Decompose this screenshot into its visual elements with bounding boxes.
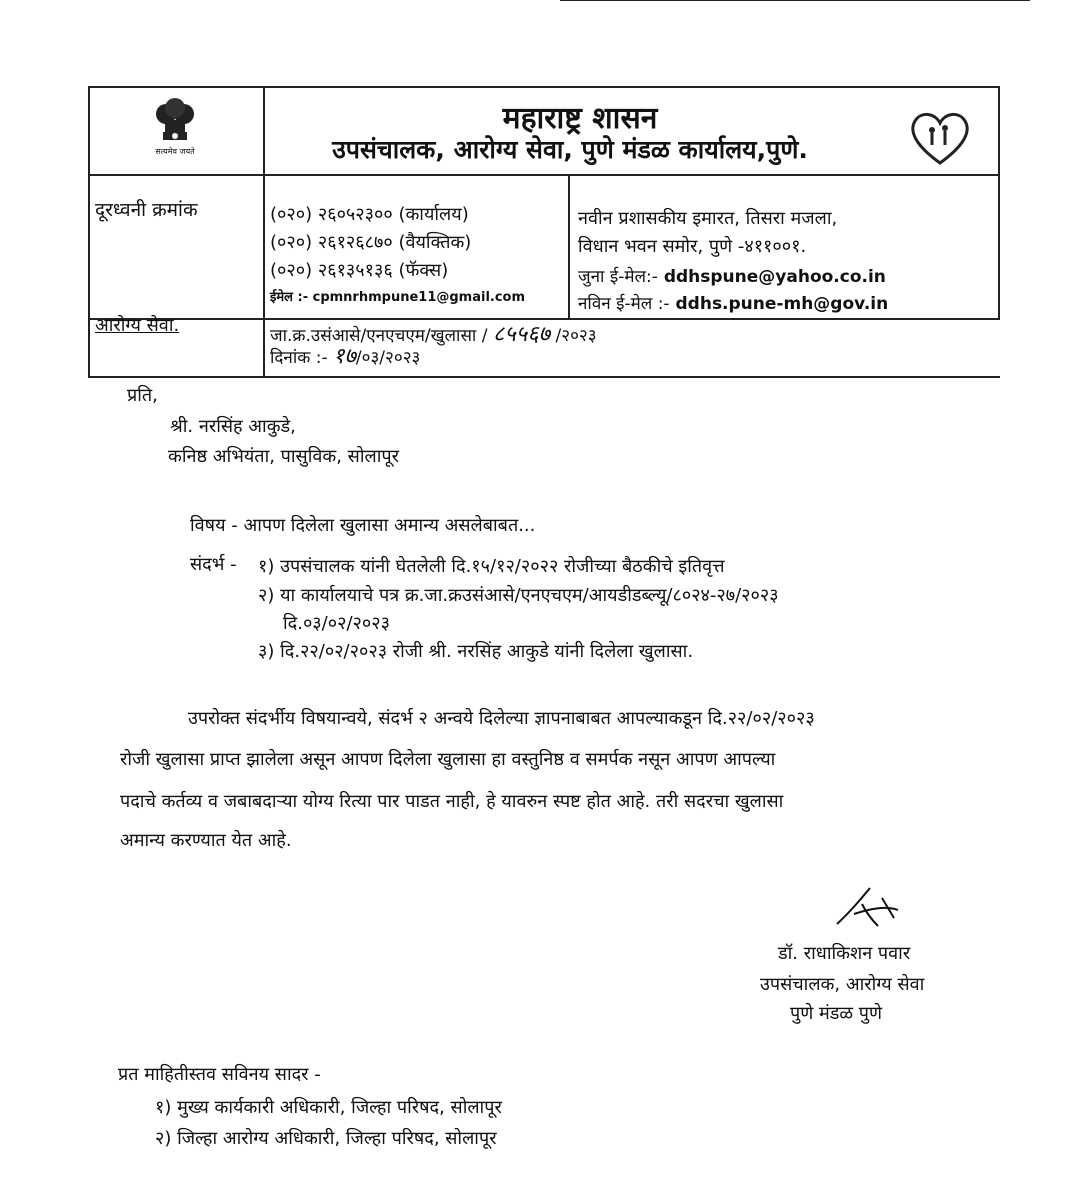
table-right-border [998, 86, 1000, 318]
old-email-value: ddhspune@yahoo.co.in [663, 267, 886, 287]
letter-date [270, 340, 420, 370]
reference-handwritten: ८५५६७ [492, 322, 551, 347]
signatory-designation: उपसंचालक, आरोग्य सेवा [760, 974, 925, 995]
national-emblem-icon [135, 92, 215, 152]
old-email-label: जुना ई-मेल:- [578, 267, 658, 287]
copy-item-1: १) मुख्य कार्यकारी अधिकारी, जिल्हा परिषद, सोलापूर [155, 1097, 502, 1118]
old-email [578, 264, 886, 287]
government-title: महाराष्ट्र शासन [502, 101, 658, 136]
office-title: उपसंचालक, आरोग्य सेवा, पुणे मंडळ कार्यालय,पुणे. [332, 135, 808, 164]
phone-label: दूरध्वनी क्रमांक [95, 199, 198, 221]
new-email-value: ddhs.pune-mh@gov.in [675, 294, 889, 314]
recipient-to: प्रति, [127, 385, 158, 406]
date-handwritten: १७ [333, 344, 356, 369]
reference-item-1: १) उपसंचालक यांनी घेतलेली दि.१५/१२/२०२२ रोजीच्या बैठकीचे इतिवृत्त [258, 556, 725, 577]
address-line-1: नवीन प्रशासकीय इमारत, तिसरा मजला, [578, 208, 838, 229]
health-department-logo-icon [905, 103, 975, 173]
address-line-2: विधान भवन समोर, पुणे -४११००१. [578, 236, 807, 257]
date-label: दिनांक :- [270, 348, 328, 368]
table-left-border [88, 86, 90, 376]
reference-item-3: ३) दि.२२/०२/२०२३ रोजी श्री. नरसिंह आकुडे यांनी दिलेला खुलासा. [258, 641, 694, 662]
signatory-name: डॉ. राधाकिशन पवार [778, 943, 911, 964]
table-top-border [88, 86, 1000, 88]
date-suffix: /०३/२०२३ [355, 348, 421, 368]
subject-line: विषय - आपण दिलेला खुलासा अमान्य असलेबाबत... [190, 515, 536, 536]
body-line-4: अमान्य करण्यात येत आहे. [120, 830, 292, 851]
recipient-designation: कनिष्ठ अभियंता, पासुविक, सोलापूर [168, 446, 399, 467]
signatory-office: पुणे मंडळ पुणे [790, 1003, 882, 1024]
new-email [578, 291, 888, 314]
phone-office: (०२०) २६०५२३०० (कार्यालय) [270, 204, 469, 225]
reference-item-2-date: दि.०३/०२/२०२३ [283, 613, 390, 634]
recipient-name: श्री. नरसिंह आकुडे, [170, 416, 296, 437]
office-email: ईमेल :- cpmnrhmpune11@gmail.com [270, 290, 526, 305]
table-row-divider [88, 174, 1000, 176]
phone-fax: (०२०) २६१३५१३६ (फॅक्स) [270, 260, 449, 281]
signature-mark [832, 882, 912, 932]
body-line-1: उपरोक्त संदर्भीय विषयान्वये, संदर्भ २ अन्वये दिलेल्या ज्ञापनाबाबत आपल्याकडून दि.२२/०२/२०२३ [188, 708, 815, 729]
table-bottom-border [88, 376, 1000, 378]
copy-item-2: २) जिल्हा आरोग्य अधिकारी, जिल्हा परिषद, सोलापूर [155, 1128, 497, 1149]
emblem-motto: सत्यमेव जयते [155, 147, 195, 156]
new-email-label: नविन ई-मेल :- [578, 294, 670, 314]
body-line-2: रोजी खुलासा प्राप्त झालेला असून आपण दिलेला खुलासा हा वस्तुनिष्ठ व समर्पक नसून आपण आपल्या [120, 749, 776, 770]
reference-suffix: /२०२३ [555, 326, 597, 346]
body-line-3: पदाचे कर्तव्य व जबाबदाऱ्या योग्य रित्या पार पाडत नाही, हे यावरुन स्पष्ट होत आहे. तरी सदरचा खुलासा [120, 791, 784, 812]
copy-heading: प्रत माहितीस्तव सविनय सादर - [118, 1064, 321, 1085]
reference-prefix: जा.क्र.उसंआसे/एनएचएम/खुलासा / [270, 326, 488, 346]
references-label: संदर्भ - [190, 554, 237, 575]
reference-item-2: २) या कार्यालयाचे पत्र क्र.जा.क्रउसंआसे/एनएचएम/आयडीडब्ल्यू/८०२४-२७/२०२३ [258, 585, 779, 606]
top-rule [560, 0, 1030, 1]
department-label: आरोग्य सेवा. [95, 315, 180, 336]
table-col-divider [568, 174, 570, 318]
phone-personal: (०२०) २६१२६८७० (वैयक्तिक) [270, 232, 472, 253]
